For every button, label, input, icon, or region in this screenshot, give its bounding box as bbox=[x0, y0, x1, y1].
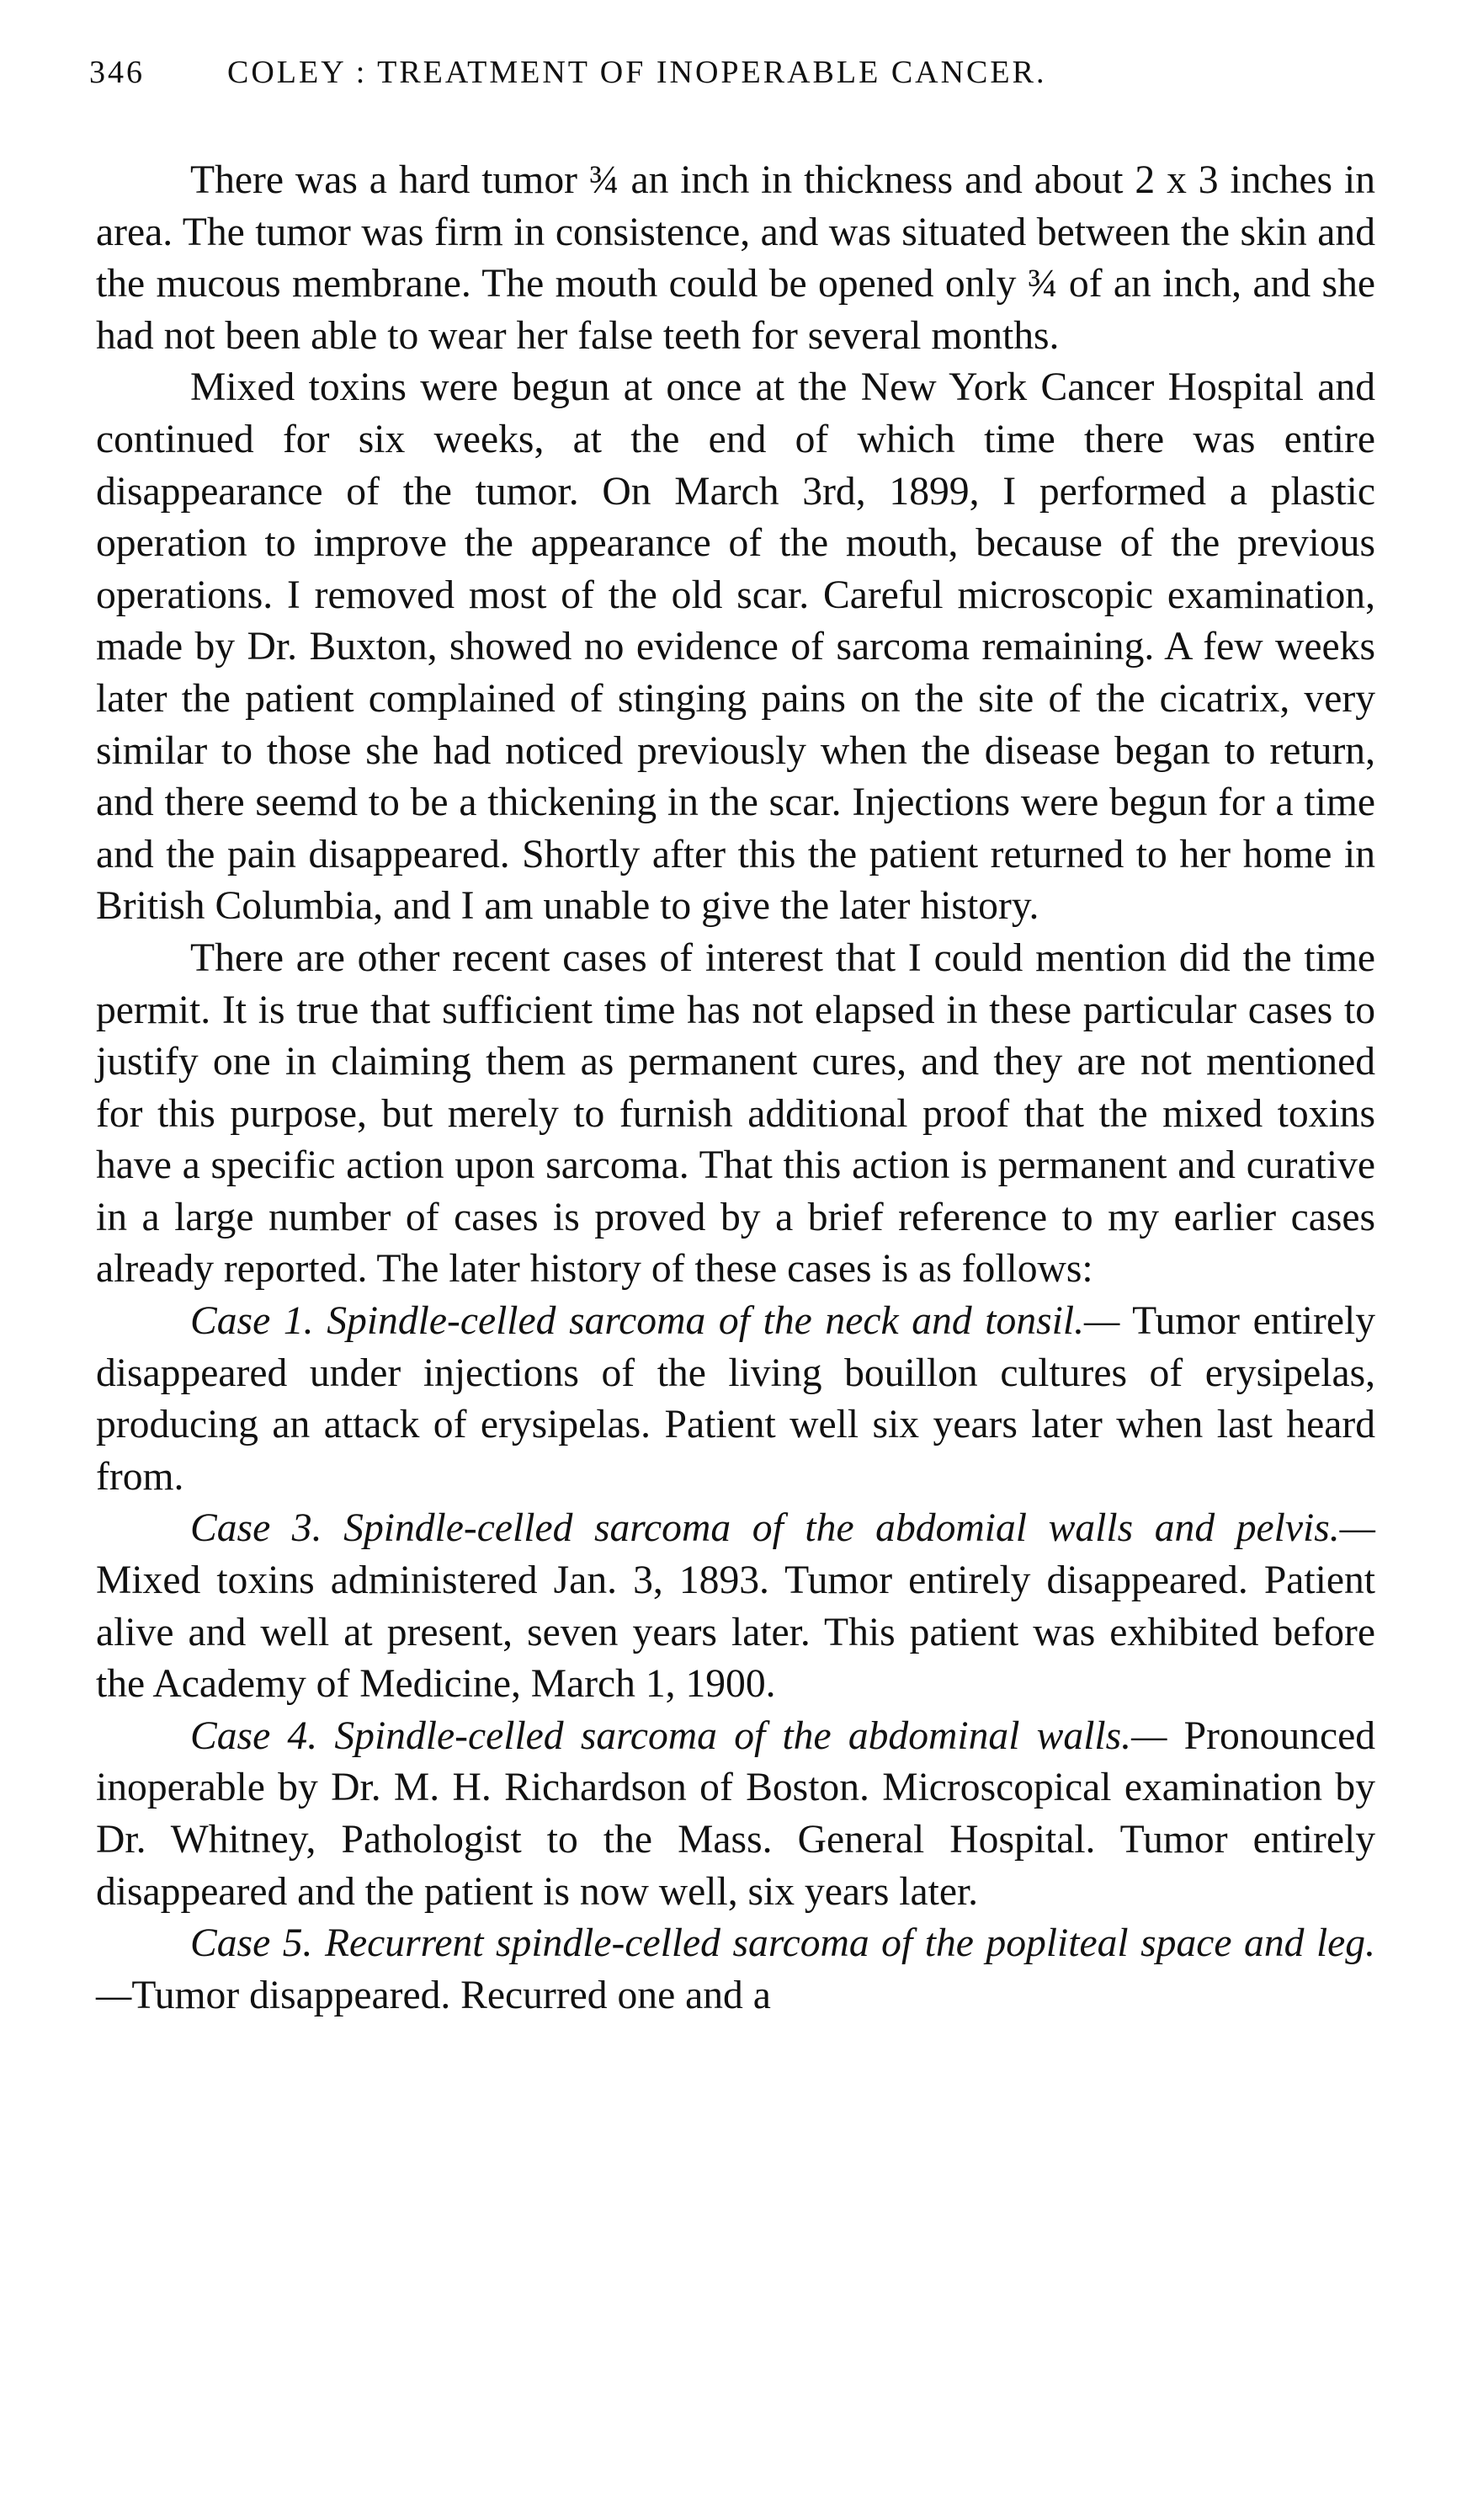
case-label: Case 5. bbox=[190, 1921, 313, 1966]
case-label: Case 3. bbox=[190, 1506, 322, 1551]
paragraph: There was a hard tumor ¾ an inch in thickness and about 2 x 3 inches in area. The tumor was firm in consistence, and was situated between the skin and the mucous membrane. The mouth could be opened only ¾ of an inch, and she had not been able to wear her false teeth for several months. bbox=[96, 158, 1375, 358]
case-title: Spindle-celled sarcoma of the abdominal walls.— bbox=[334, 1713, 1167, 1758]
document-page bbox=[89, 51, 1375, 2017]
running-title: COLEY : TREATMENT OF INOPERABLE CANCER. bbox=[227, 55, 1047, 90]
case-label: Case 1. bbox=[190, 1299, 314, 1344]
case-title: Spindle-celled sarcoma of the abdomial walls and pelvis.— bbox=[343, 1506, 1375, 1551]
case-entry bbox=[96, 1711, 1375, 1918]
paragraph: Mixed toxins were begun at once at the New York Cancer Hospital and continued for six weeks, at the end of which time there was entire disappearance of the tumor. On March 3rd, 1899, I performed a plastic operation to improve the appearance of the mouth, because of the previous operations. I removed most of the old scar. Careful microscopic examination, made by Dr. Buxton, showed no evidence of sarcoma remaining. A few weeks later the patient complained of stinging pains on the site of the cicatrix, very similar to those she had noticed previously when the disease began to return, and there seemd to be a thickening in the scar. Injections were begun for a time and the pain disappeared. Shortly after this the patient returned to her home in British Columbia, and I am unable to give the later history. bbox=[96, 365, 1375, 929]
case-text: Pronounced inoperable by Dr. M. H. Richardson of Boston. Microscopical examination by Dr. Whitney, Pathologist to the Mass. General Hospital. Tumor entirely disappeared and the patient is now well, six years later. bbox=[96, 1713, 1375, 1914]
case-entry bbox=[96, 1503, 1375, 1710]
case-text: Tumor entirely disappeared under injections of the living bouillon cultures of erysipelas, producing an attack of erysipelas. Patient well six years later when last heard from. bbox=[96, 1299, 1375, 1499]
case-entry bbox=[96, 1918, 1375, 2022]
page-number: 346 bbox=[89, 55, 145, 90]
case-title: Recurrent spindle-celled sarcoma of the popliteal space and leg.— bbox=[96, 1921, 1375, 2017]
case-title: Spindle-celled sarcoma of the neck and tonsil.— bbox=[327, 1299, 1120, 1344]
paragraph: There are other recent cases of interest that I could mention did the time permit. It is true that sufficient time has not elapsed in these particular cases to justify one in claiming them as permanent cures, and they are not mentioned for this purpose, but merely to furnish additional proof that the mixed toxins have a specific action upon sarcoma. That this action is permanent and curative in a large number of cases is proved by a brief reference to my earlier cases already reported. The later history of these cases is as follows: bbox=[96, 935, 1375, 1292]
case-label: Case 4. bbox=[190, 1713, 318, 1758]
case-text: Tumor disappeared. Recurred one and a bbox=[131, 1973, 771, 2017]
case-text: Mixed toxins administered Jan. 3, 1893. Tumor entirely disappeared. Patient alive and well at present, seven years later. This patient was exhibited before the Academy of Medicine, March 1, 1900. bbox=[96, 1558, 1375, 1707]
case-entry bbox=[96, 1296, 1375, 1503]
running-head bbox=[89, 51, 1375, 109]
body-text bbox=[96, 155, 1375, 2022]
